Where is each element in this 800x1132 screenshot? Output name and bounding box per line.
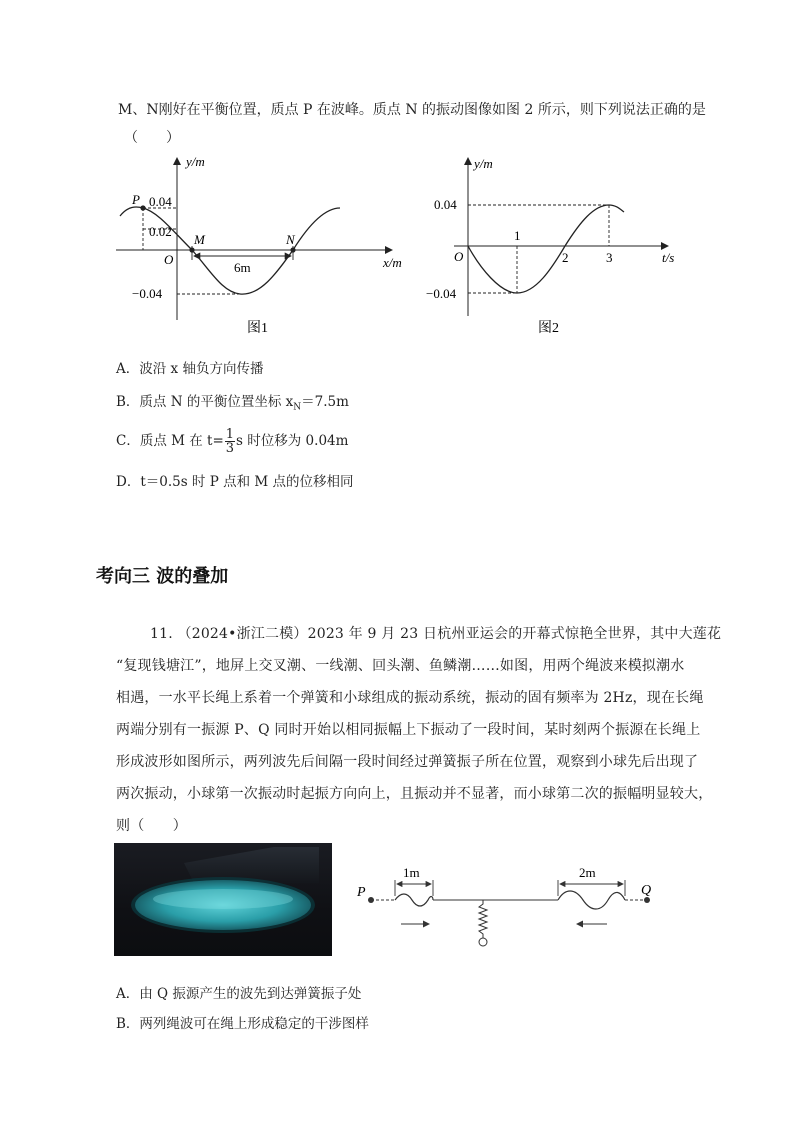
fig1-label-M: M (194, 232, 205, 247)
figure-2 (424, 150, 694, 340)
fig1-y-label: y/m (186, 154, 205, 169)
fig2-origin: O (454, 249, 464, 264)
fig2-tick-1: 1 (514, 228, 521, 243)
option-1-C: C．质点 M 在 t= $\frac{1}{3}$ s 时位移为 0.04m (116, 427, 349, 456)
fig1-tick-004: 0.04 (149, 194, 172, 209)
q11-line-4: 两端分别有一振源 P、Q 同时开始以相同振幅上下振动了一段时间，某时刻两个振源在长绳上 (116, 722, 701, 738)
right-pulse (558, 891, 625, 909)
ball (479, 938, 487, 946)
option-1-B: B．质点 N 的平衡位置坐标 $x_N=7.5m$ (116, 394, 349, 413)
fig2-y-label: y/m (474, 156, 493, 171)
length-2m: 2m (579, 865, 596, 880)
label-Q: Q (641, 883, 652, 898)
fig2-tick-3: 3 (606, 250, 613, 265)
q11-line-2: “复现钱塘江”，地屏上交叉潮、一线潮、回头潮、鱼鳞潮……如图，用两个绳波来模拟潮水 (116, 658, 685, 674)
option-2-A: A．由 Q 振源产生的波先到达弹簧振子处 (116, 986, 362, 1002)
option-2-B: B．两列绳波可在绳上形成稳定的干涉图样 (116, 1016, 369, 1032)
answer-bracket: （ ） (124, 130, 180, 146)
fig2-tick-004: 0.04 (434, 197, 457, 212)
fig1-caption: 图1 (247, 321, 268, 336)
fig2-tick-2: 2 (562, 250, 569, 265)
q11-line-1: 11. （2024•浙江二模）2023 年 9 月 23 日杭州亚运会的开幕式惊艳全世界，其中大莲花 (150, 626, 722, 642)
point-P (140, 205, 145, 210)
length-1m: 1m (403, 865, 420, 880)
fig1-distance: 6m (234, 260, 251, 275)
fig1-x-label: x/m (383, 255, 402, 270)
spring (479, 900, 487, 938)
label-P: P (357, 885, 366, 900)
fraction-one-third: $\frac{1}{3}$ (225, 427, 235, 456)
tide-photo (114, 843, 332, 956)
fig2-x-label: t/s (662, 250, 675, 265)
intro-line: M、N刚好在平衡位置，质点 P 在波峰。质点 N 的振动图像如图 2 所示，则下列说法正确的是 (118, 102, 706, 118)
option-1-A: A．波沿 x 轴负方向传播 (116, 361, 264, 377)
q11-line-5: 形成波形如图所示，两列波先后间隔一段时间经过弹簧振子所在位置，观察到小球先后出现了 (116, 754, 699, 770)
section-heading: 考向三 波的叠加 (96, 566, 229, 587)
source-P (368, 897, 374, 903)
fig1-origin: O (164, 252, 174, 267)
q11-line-7: 则（ ） (116, 818, 187, 834)
left-pulse (395, 894, 433, 906)
rope-figure (355, 850, 675, 960)
fig2-caption: 图2 (538, 321, 559, 336)
fig1-tick-neg004: −0.04 (132, 286, 163, 301)
fig1-wave-curve (120, 207, 340, 294)
figure-1 (110, 150, 420, 340)
option-1-D: D．t＝0.5s 时 P 点和 M 点的位移相同 (116, 474, 354, 490)
fig2-vibration-curve (468, 205, 624, 293)
fig1-tick-002: 0.02 (149, 224, 172, 239)
fig1-label-P: P (132, 192, 140, 207)
q11-line-6: 两次振动，小球第一次振动时起振方向向上，且振动并不显著，而小球第二次的振幅明显较大， (116, 786, 713, 802)
fig1-label-N: N (286, 232, 295, 247)
fig2-tick-neg004: −0.04 (426, 286, 457, 301)
q11-line-3: 相遇，一水平长绳上系着一个弹簧和小球组成的振动系统，振动的固有频率为 2Hz，现在长绳 (116, 690, 704, 706)
